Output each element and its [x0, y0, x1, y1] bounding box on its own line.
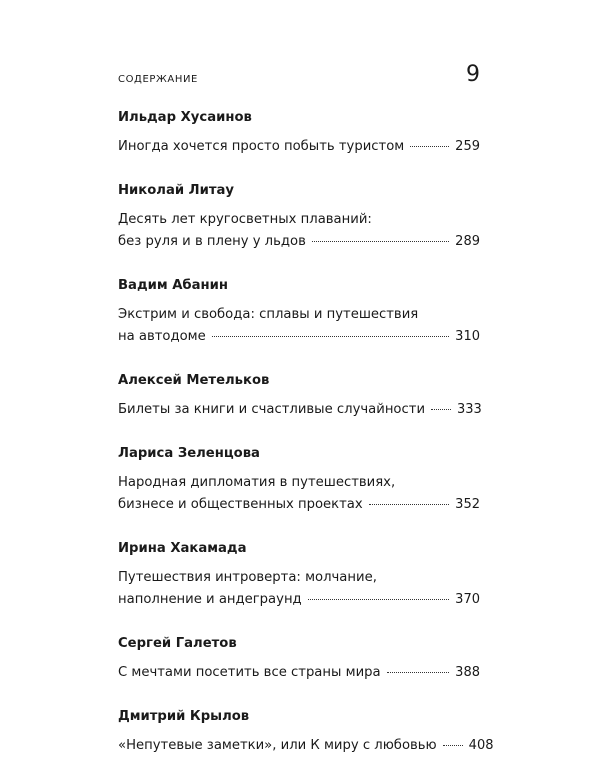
- toc-title-text: наполнение и андеграунд: [118, 592, 302, 607]
- toc-title-line: [118, 662, 480, 684]
- toc-title-text: бизнесе и общественных проектах: [118, 497, 363, 512]
- table-of-contents: [118, 110, 494, 782]
- toc-title-line: [118, 399, 480, 421]
- toc-author: Сергей Галетов: [118, 636, 237, 651]
- toc-title-line: Экстрим и свобода: сплавы и путешествия: [118, 307, 419, 322]
- toc-title-line: Путешествия интроверта: молчание,: [118, 570, 377, 585]
- toc-page-number: 259: [455, 139, 480, 154]
- page-header: [118, 62, 480, 92]
- toc-author: Алексей Метельков: [118, 373, 270, 388]
- toc-page-number: 352: [455, 497, 480, 512]
- toc-title-text: «Непутевые заметки», или К миру с любовью: [118, 738, 437, 753]
- toc-title-line: [118, 136, 480, 158]
- toc-author: Лариса Зеленцова: [118, 446, 260, 461]
- toc-title-line: [118, 231, 480, 253]
- toc-page-number: 310: [455, 329, 480, 344]
- dot-leader: [212, 336, 449, 337]
- toc-title-line: Народная дипломатия в путешествиях,: [118, 475, 396, 490]
- toc-title-text: Билеты за книги и счастливые случайности: [118, 402, 426, 417]
- toc-title-line: [118, 735, 494, 757]
- toc-title-text: Иногда хочется просто побыть туристом: [118, 139, 405, 154]
- toc-author: Вадим Абанин: [118, 278, 228, 293]
- toc-entry: [118, 446, 480, 516]
- dot-leader: [443, 745, 463, 746]
- toc-page-number: 333: [457, 402, 482, 417]
- dot-leader: [387, 672, 450, 673]
- dot-leader: [312, 241, 449, 242]
- toc-page-number: 370: [455, 592, 480, 607]
- toc-author: Ильдар Хусаинов: [118, 110, 252, 125]
- toc-entry: [118, 110, 480, 158]
- toc-entry: [118, 373, 480, 421]
- page-number: 9: [466, 62, 480, 87]
- dot-leader: [410, 146, 449, 147]
- toc-author: Николай Литау: [118, 183, 235, 198]
- toc-title-line: [118, 494, 480, 516]
- toc-page-number: 289: [455, 234, 480, 249]
- dot-leader: [431, 409, 451, 410]
- toc-author: Ирина Хакамада: [118, 541, 247, 556]
- toc-author: Дмитрий Крылов: [118, 709, 250, 724]
- dot-leader: [308, 599, 449, 600]
- toc-entry: [118, 278, 480, 348]
- toc-title-line: Десять лет кругосветных плаваний:: [118, 212, 372, 227]
- toc-page-number: 408: [468, 738, 494, 753]
- toc-title-line: [118, 326, 480, 348]
- dot-leader: [369, 504, 449, 505]
- toc-entry: [118, 183, 480, 253]
- toc-title-text: на автодоме: [118, 329, 206, 344]
- toc-entry: [118, 541, 480, 611]
- toc-title-line: [118, 589, 480, 611]
- toc-title-text: без руля и в плену у льдов: [118, 234, 306, 249]
- toc-title-text: С мечтами посетить все страны мира: [118, 665, 381, 680]
- toc-entry: [118, 636, 480, 684]
- section-title: СОДЕРЖАНИЕ: [118, 74, 198, 85]
- toc-page-number: 388: [455, 665, 480, 680]
